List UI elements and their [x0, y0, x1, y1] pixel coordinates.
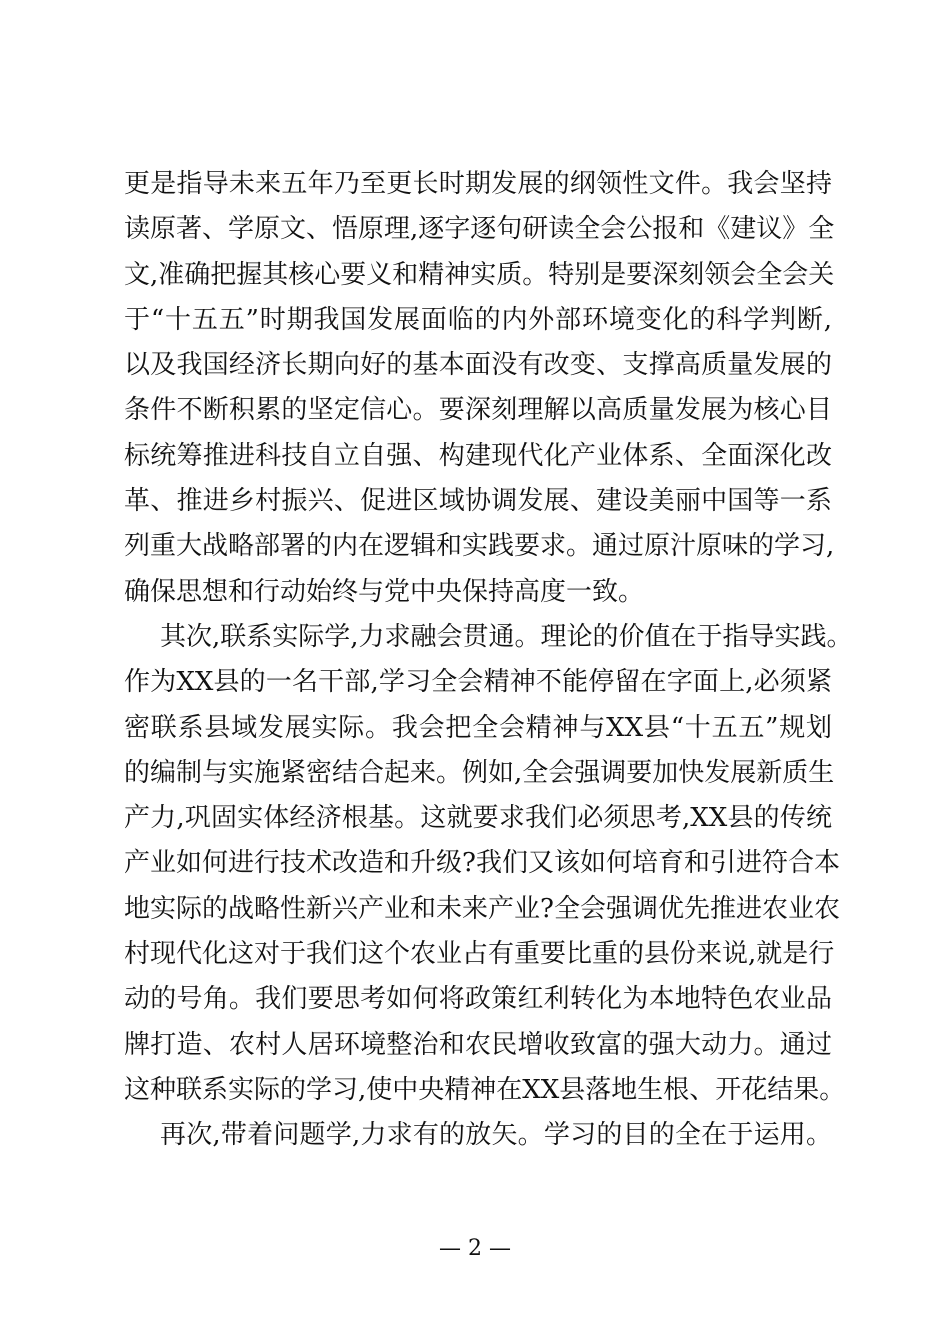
text-line: 读原著、学原文、悟原理,逐字逐句研读全会公报和《建议》全: [124, 214, 835, 245]
text-line: 密联系县域发展实际。我会把全会精神与XX县“十五五”规划: [124, 712, 832, 743]
text-line: 这种联系实际的学习,使中央精神在XX县落地生根、开花结果。: [124, 1074, 846, 1105]
text-line: 确保思想和行动始终与党中央保持高度一致。: [124, 576, 645, 607]
text-line: 地实际的战略性新兴产业和未来产业?全会强调优先推进农业农: [124, 893, 840, 924]
text-line: 的编制与实施紧密结合起来。例如,全会强调要加快发展新质生: [124, 757, 835, 788]
text-line: 作为XX县的一名干部,学习全会精神不能停留在字面上,必须紧: [124, 667, 832, 698]
text-line: 标统筹推进科技自立自强、构建现代化产业体系、全面深化改: [124, 440, 832, 471]
page-number: — 2 —: [439, 1236, 511, 1261]
text-line: 于“十五五”时期我国发展面临的内外部环境变化的科学判断,: [124, 304, 832, 335]
text-line: 文,准确把握其核心要义和精神实质。特别是要深刻领会全会关: [124, 259, 835, 290]
text-line: 产力,巩固实体经济根基。这就要求我们必须思考,XX县的传统: [124, 803, 832, 834]
text-line: 其次,联系实际学,力求融会贯通。理论的价值在于指导实践。: [160, 621, 853, 652]
text-line: 列重大战略部署的内在逻辑和实践要求。通过原汁原味的学习,: [124, 531, 835, 562]
text-line: 条件不断积累的坚定信心。要深刻理解以高质量发展为核心目: [124, 395, 832, 426]
text-line: 牌打造、农村人居环境整治和农民增收致富的强大动力。通过: [124, 1029, 832, 1060]
text-line: 村现代化这对于我们这个农业占有重要比重的县份来说,就是行: [124, 939, 835, 970]
text-line: 更是指导未来五年乃至更长时期发展的纲领性文件。我会坚持: [124, 169, 832, 199]
text-line: 再次,带着问题学,力求有的放矢。学习的目的全在于运用。: [160, 1120, 832, 1151]
text-line: 以及我国经济长期向好的基本面没有改变、支撑高质量发展的: [124, 350, 832, 381]
text-line: 产业如何进行技术改造和升级?我们又该如何培育和引进符合本: [124, 848, 840, 879]
document-body: [124, 162, 853, 1159]
text-line: 革、推进乡村振兴、促进区域协调发展、建设美丽中国等一系: [124, 486, 832, 517]
text-line: 动的号角。我们要思考如何将政策红利转化为本地特色农业品: [124, 984, 832, 1015]
